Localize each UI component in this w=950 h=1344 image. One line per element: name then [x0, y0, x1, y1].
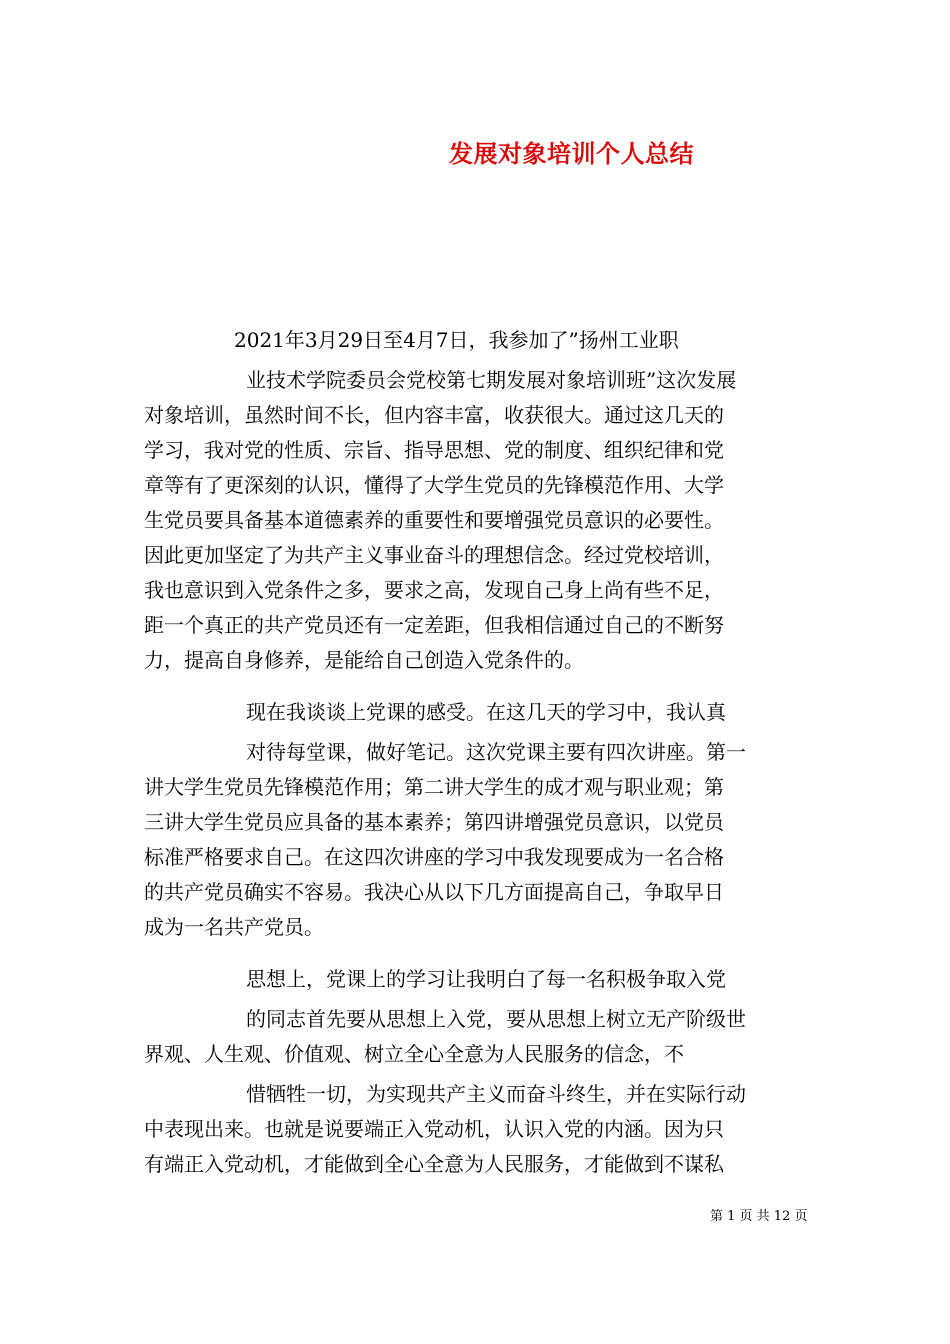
body-line-14: 三讲大学生党员应具备的基本素养；第四讲增强党员意识，以党员 [144, 810, 724, 834]
body-line-19: 的同志首先要从思想上入党，要从思想上树立无产阶级世 [246, 1007, 746, 1031]
body-line-13: 讲大学生党员先锋模范作用；第二讲大学生的成才观与职业观；第 [144, 775, 724, 799]
body-line-7: 因此更加坚定了为共产主义事业奋斗的理想信念。经过党校培训， [144, 543, 724, 567]
body-line-11: 现在我谈谈上党课的感受。在这几天的学习中，我认真 [246, 700, 726, 724]
body-line-4: 学习，我对党的性质、宗旨、指导思想、党的制度、组织纪律和党 [144, 438, 724, 462]
body-line-6: 生党员要具备基本道德素养的重要性和要增强党员意识的必要性。 [144, 508, 724, 532]
body-line-23: 有端正入党动机，才能做到全心全意为人民服务，才能做到不谋私 [144, 1152, 724, 1176]
body-line-20: 界观、人生观、价值观、树立全心全意为人民服务的信念，不 [144, 1042, 684, 1066]
body-line-9: 距一个真正的共产党员还有一定差距，但我相信通过自己的不断努 [144, 613, 724, 637]
body-line-5: 章等有了更深刻的认识，懂得了大学生党员的先锋模范作用、大学 [144, 473, 724, 497]
body-line-12: 对待每堂课，做好笔记。这次党课主要有四次讲座。第一 [246, 740, 746, 764]
body-line-8: 我也意识到入党条件之多，要求之高，发现自己身上尚有些不足， [144, 578, 724, 602]
body-line-22: 中表现出来。也就是说要端正入党动机，认识入党的内涵。因为只 [144, 1117, 724, 1141]
body-line-3: 对象培训，虽然时间不长，但内容丰富，收获很大。通过这几天的 [144, 403, 724, 427]
body-line-16: 的共产党员确实不容易。我决心从以下几方面提高自己，争取早日 [144, 880, 724, 904]
body-line-15: 标准严格要求自己。在这四次讲座的学习中我发现要成为一名合格 [144, 845, 724, 869]
body-line-17: 成为一名共产党员。 [144, 915, 324, 939]
body-line-1: 2021年3月29日至4月7日，我参加了”扬州工业职 [234, 328, 679, 352]
body-line-2: 业技术学院委员会党校第七期发展对象培训班”这次发展 [246, 368, 737, 392]
body-line-18: 思想上，党课上的学习让我明白了每一名积极争取入党 [246, 967, 726, 991]
page-number-footer: 第 1 页 共 12 页 [710, 1209, 808, 1224]
body-line-10: 力，提高自身修养，是能给自己创造入党条件的。 [144, 648, 584, 672]
body-line-21: 惜牺牲一切，为实现共产主义而奋斗终生，并在实际行动 [246, 1082, 746, 1106]
document-title: 发展对象培训个人总结 [449, 139, 694, 168]
